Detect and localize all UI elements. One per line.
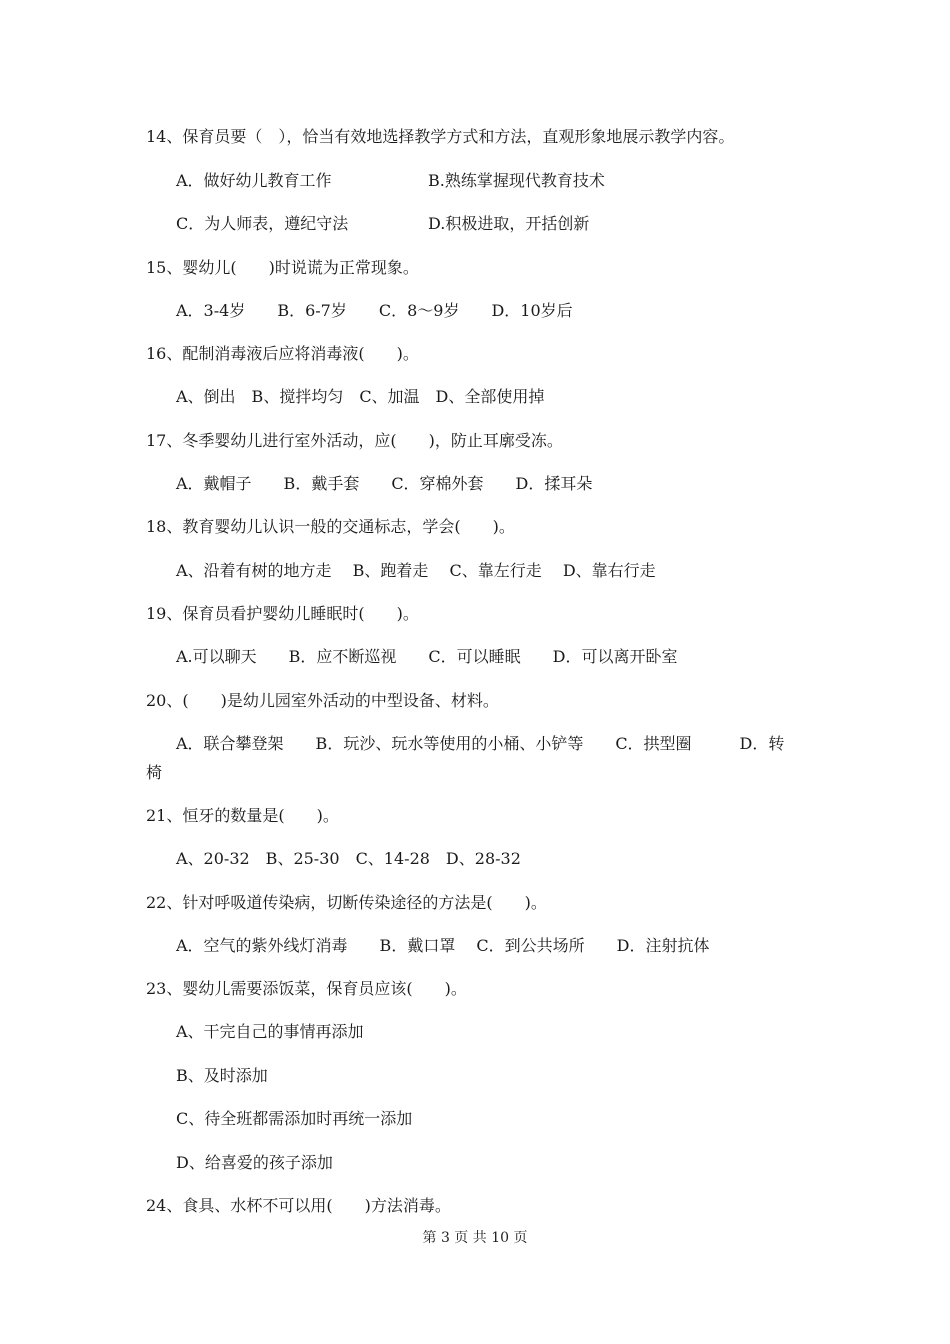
question-14-option-a: A．做好幼儿教育工作 [176, 171, 332, 190]
question-15-options: A．3-4岁 B．6-7岁 C．8～9岁 D．10岁后 [176, 301, 573, 320]
page-number-footer: 第 3 页 共 10 页 [422, 1230, 528, 1246]
question-14-option-c: C．为人师表，遵纪守法 [176, 214, 349, 233]
question-17-options: A．戴帽子 B．戴手套 C．穿棉外套 D．揉耳朵 [176, 474, 593, 493]
question-23-option-a: A、干完自己的事情再添加 [176, 1022, 364, 1041]
question-14-option-d: D.积极进取，开括创新 [428, 214, 590, 233]
question-18-stem: 18、教育婴幼儿认识一般的交通标志，学会( )。 [146, 517, 515, 536]
question-21-options: A、20-32 B、25-30 C、14-28 D、28-32 [176, 849, 521, 868]
question-16-stem: 16、配制消毒液后应将消毒液( )。 [146, 344, 419, 363]
question-20-stem: 20、( )是幼儿园室外活动的中型设备、材料。 [146, 691, 499, 710]
question-20-options: A．联合攀登架 B．玩沙、玩水等使用的小桶、小铲等 C．拱型圈 D．转 [176, 734, 785, 753]
question-22-options: A．空气的紫外线灯消毒 B．戴口罩 C．到公共场所 D．注射抗体 [176, 936, 710, 955]
question-23-option-b: B、及时添加 [176, 1066, 268, 1085]
question-14-stem: 14、保育员要（ ），恰当有效地选择教学方式和方法，直观形象地展示教学内容。 [146, 127, 735, 146]
question-14-option-b: B.熟练掌握现代教育技术 [428, 171, 605, 190]
question-22-stem: 22、针对呼吸道传染病，切断传染途径的方法是( )。 [146, 893, 547, 912]
question-20-options-continued: 椅 [146, 763, 163, 782]
question-17-stem: 17、冬季婴幼儿进行室外活动，应( )，防止耳廓受冻。 [146, 431, 563, 450]
question-16-options: A、倒出 B、搅拌均匀 C、加温 D、全部使用掉 [176, 387, 545, 406]
question-23-option-c: C、待全班都需添加时再统一添加 [176, 1109, 413, 1128]
question-15-stem: 15、婴幼儿( )时说谎为正常现象。 [146, 258, 419, 277]
question-23-stem: 23、婴幼儿需要添饭菜，保育员应该( )。 [146, 979, 467, 998]
question-19-options: A.可以聊天 B．应不断巡视 C．可以睡眠 D．可以离开卧室 [176, 647, 678, 666]
question-24-stem: 24、食具、水杯不可以用( )方法消毒。 [146, 1196, 451, 1215]
question-18-options: A、沿着有树的地方走 B、跑着走 C、靠左行走 D、靠右行走 [176, 561, 656, 580]
question-23-option-d: D、给喜爱的孩子添加 [176, 1153, 333, 1172]
question-19-stem: 19、保育员看护婴幼儿睡眠时( )。 [146, 604, 419, 623]
question-21-stem: 21、恒牙的数量是( )。 [146, 806, 339, 825]
